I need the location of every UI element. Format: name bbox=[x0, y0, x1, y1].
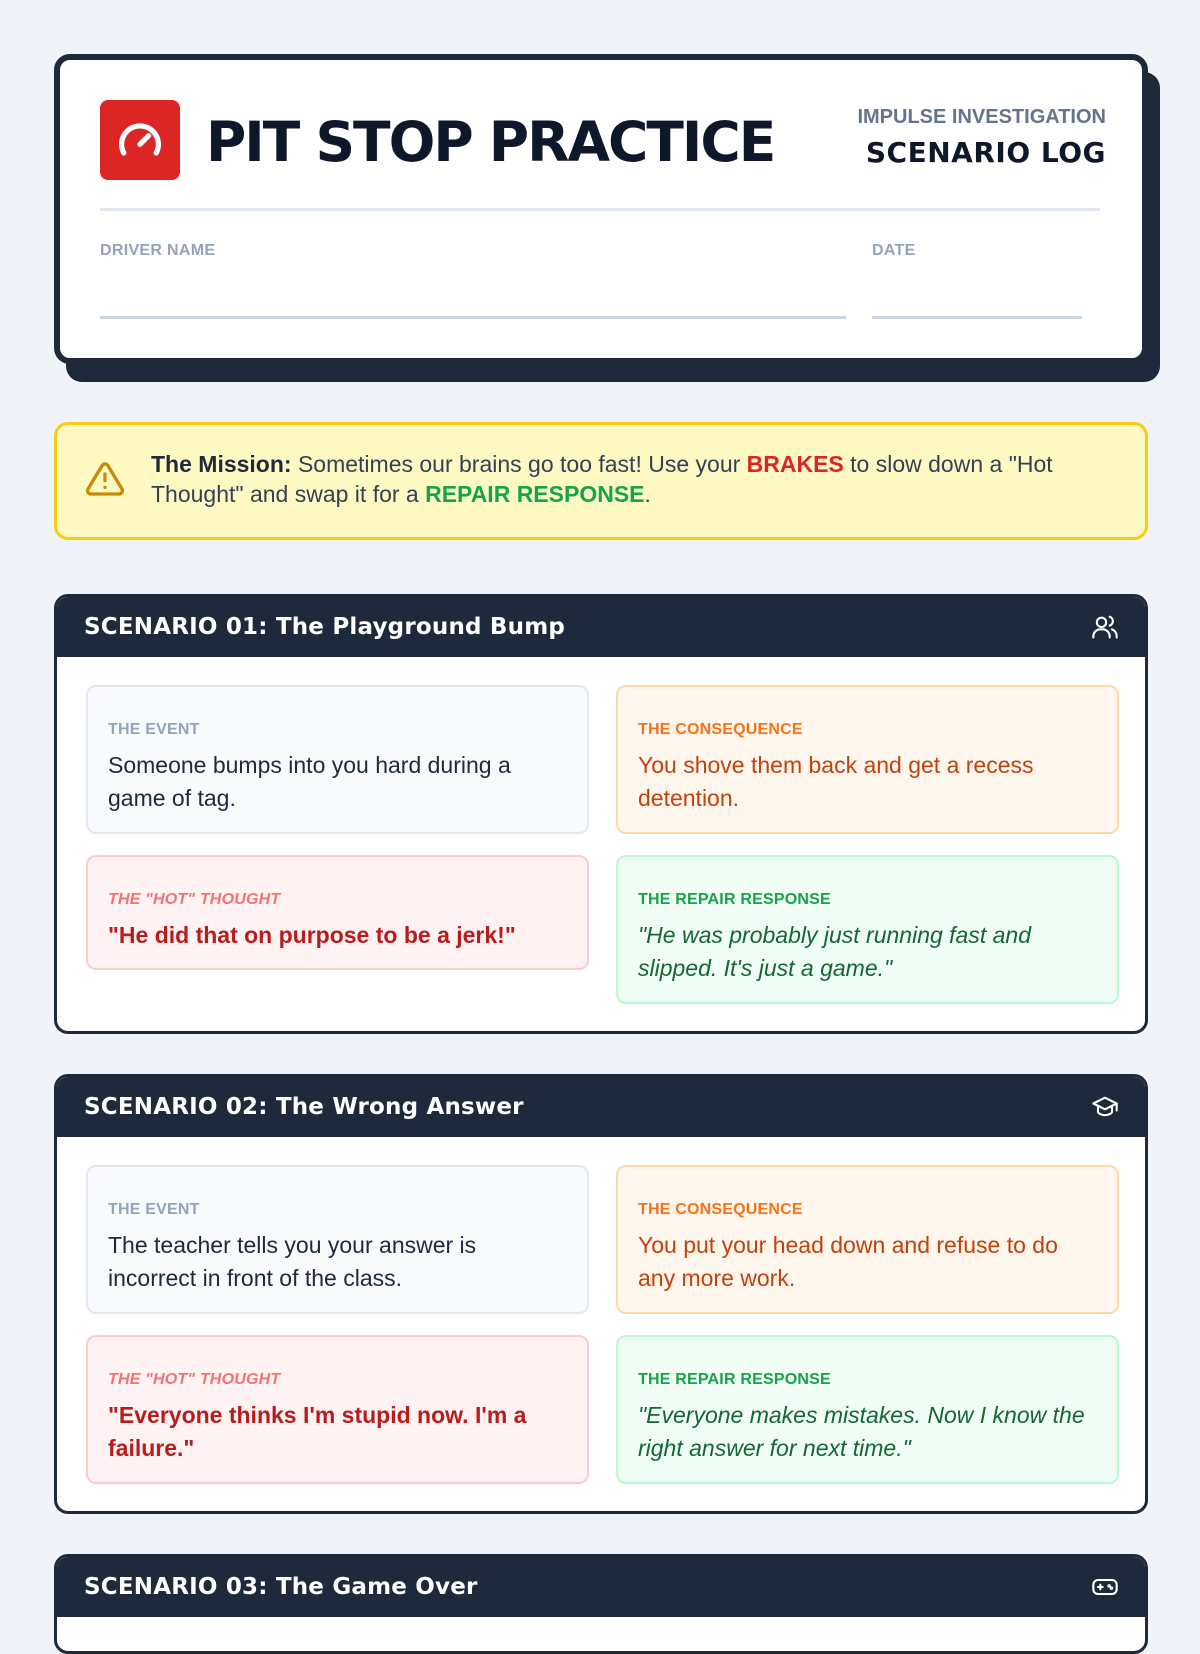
hot-thought-label: THE "HOT" THOUGHT bbox=[108, 1371, 281, 1388]
scenario-title: SCENARIO 01: The Playground Bump bbox=[84, 614, 566, 640]
users-icon bbox=[1091, 613, 1119, 641]
scenario-header bbox=[57, 597, 1145, 657]
header-kicker: IMPULSE INVESTIGATION bbox=[857, 106, 1106, 128]
gamepad-icon bbox=[1091, 1573, 1119, 1601]
repair-keyword: REPAIR RESPONSE bbox=[425, 481, 645, 507]
event-box bbox=[86, 685, 589, 834]
warning-icon bbox=[85, 459, 125, 499]
event-box bbox=[86, 1165, 589, 1314]
scenario-title: SCENARIO 03: The Game Over bbox=[84, 1574, 478, 1600]
repair-response-text: "Everyone makes mistakes. Now I know the right answer for next time." bbox=[638, 1402, 1085, 1461]
speedometer-icon bbox=[100, 100, 180, 180]
consequence-box bbox=[616, 1165, 1119, 1314]
header-card bbox=[54, 54, 1148, 364]
date-field[interactable] bbox=[872, 316, 1082, 319]
scenario-card bbox=[54, 594, 1148, 1034]
consequence-text: You put your head down and refuse to do any more work. bbox=[638, 1232, 1058, 1291]
repair-response-text: "He was probably just running fast and slipped. It's just a game." bbox=[638, 922, 1031, 981]
event-label: THE EVENT bbox=[108, 721, 200, 738]
repair-response-label: THE REPAIR RESPONSE bbox=[638, 1371, 831, 1388]
repair-response-box bbox=[616, 1335, 1119, 1484]
event-text: Someone bumps into you hard during a game of tag. bbox=[108, 752, 511, 811]
brakes-keyword: BRAKES bbox=[746, 451, 844, 477]
hot-thought-text: "Everyone thinks I'm stupid now. I'm a failure." bbox=[108, 1402, 527, 1461]
page-title: PIT STOP PRACTICE bbox=[206, 110, 775, 174]
scenario-card bbox=[54, 1074, 1148, 1514]
driver-name-field[interactable] bbox=[100, 316, 846, 319]
driver-name-label: DRIVER NAME bbox=[100, 242, 216, 259]
consequence-label: THE CONSEQUENCE bbox=[638, 1201, 803, 1218]
mission-text-part: . bbox=[644, 481, 651, 507]
mission-text bbox=[151, 449, 1111, 509]
mission-text-part: to slow down a "Hot Thought" and swap it for a bbox=[151, 451, 1053, 507]
scenario-title: SCENARIO 02: The Wrong Answer bbox=[84, 1094, 524, 1120]
hot-thought-label: THE "HOT" THOUGHT bbox=[108, 891, 281, 908]
mission-lead: The Mission: bbox=[151, 451, 292, 477]
graduation-cap-icon bbox=[1091, 1093, 1119, 1121]
consequence-text: You shove them back and get a recess detention. bbox=[638, 752, 1034, 811]
hot-thought-box bbox=[86, 1335, 589, 1484]
scenario-header bbox=[57, 1557, 1145, 1617]
worksheet-header bbox=[54, 54, 1160, 382]
event-text: The teacher tells you your answer is incorrect in front of the class. bbox=[108, 1232, 477, 1291]
header-subtitle: SCENARIO LOG bbox=[865, 136, 1106, 169]
event-label: THE EVENT bbox=[108, 1201, 200, 1218]
hot-thought-box bbox=[86, 855, 589, 970]
consequence-box bbox=[616, 685, 1119, 834]
scenario-header bbox=[57, 1077, 1145, 1137]
mission-banner bbox=[54, 422, 1148, 540]
date-label: DATE bbox=[872, 242, 916, 259]
hot-thought-text: "He did that on purpose to be a jerk!" bbox=[108, 922, 516, 948]
repair-response-label: THE REPAIR RESPONSE bbox=[638, 891, 831, 908]
consequence-label: THE CONSEQUENCE bbox=[638, 721, 803, 738]
scenario-card bbox=[54, 1554, 1148, 1654]
header-divider bbox=[100, 208, 1100, 211]
repair-response-box bbox=[616, 855, 1119, 1004]
mission-text-part: Sometimes our brains go too fast! Use your bbox=[291, 451, 747, 477]
